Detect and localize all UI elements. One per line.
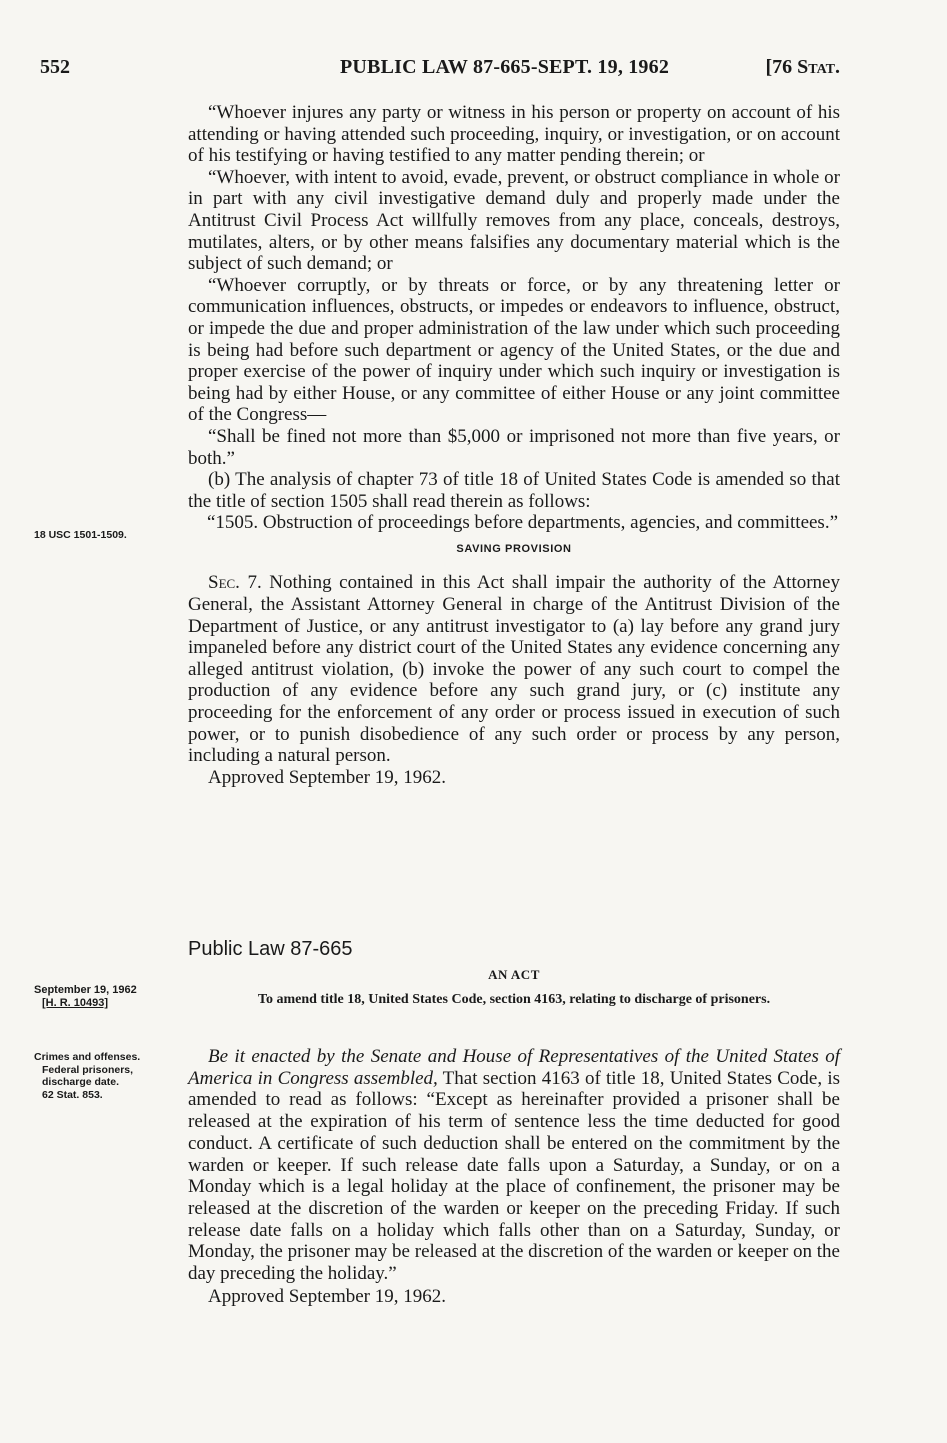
paragraph: “Shall be fined not more than $5,000 or imprisoned not more than five years, or both.” (188, 425, 840, 469)
act-title: To amend title 18, United States Code, section 4163, relating to discharge of prisoners. (257, 992, 771, 1007)
paragraph: “Whoever corruptly, or by threats or force, or by any threatening letter or communication influences, obstructs, or impedes or endeavors to influence, obstruct, or impede the due and proper administration of the law under which such proceeding is being had before such department or agency of the United States, or the due and proper exercise of the power of inquiry under which such inquiry or investigation is being had by either House, or any committee of either House or any joint committee of the Congress— (188, 274, 840, 426)
an-act-heading: AN ACT (488, 967, 540, 982)
approval-date: Approved September 19, 1962. (208, 766, 446, 788)
paragraph: (b) The analysis of chapter 73 of title 18 of United States Code is amended so that the title of section 1505 shall read therein as follows: (188, 469, 840, 512)
section-caption: SAVING PROVISION (456, 542, 572, 555)
margin-note-usc: 18 USC 1501-1509. (34, 529, 127, 541)
margin-note-date: September 19, 1962 [H. R. 10493] (34, 984, 137, 1009)
amended-title-entry: “1505. Obstruction of proceedings before departments, agencies, and committees.” (207, 512, 839, 534)
section-7-paragraph: Sec. 7. Nothing contained in this Act shall impair the authority of the Attorney General, the Assistant Attorney General in charge of the Antitrust Division of the Department of Justice, or any antitrust investigator to (a) lay before any grand jury impaneled before any district court of the United States any evidence concerning any alleged antitrust violation, (b) invoke the power of any such court to compel the production of any evidence before any such grand jury, or (c) institute any proceeding for the enforcement of any order or process issued in execution of such power, or to punish disobedience of any such order or process by any person, including a natural person. (188, 572, 840, 767)
paragraph: “Whoever injures any party or witness in his person or property on account of his attending or having attended such proceeding, inquiry, or investigation, or on account of his testifying or having testified to any matter pending therein; or (188, 102, 840, 167)
statute-volume: [76 Stat. (765, 56, 840, 78)
act-body (188, 1046, 840, 1307)
approval-date: Approved September 19, 1962. (208, 1285, 446, 1307)
page-number: 552 (40, 56, 70, 78)
running-title: PUBLIC LAW 87-665-SEPT. 19, 1962 (340, 56, 670, 78)
enacting-clause: Be it enacted by the Senate and House of Representatives of the United States of America in Congress assembled, (188, 1046, 840, 1089)
paragraph: “Whoever, with intent to avoid, evade, prevent, or obstruct compliance in whole or in part with any civil investigative demand duly and properly made under the Antitrust Civil Process Act willfully removes from any place, conceals, destroys, mutilates, alters, or by other means falsifies any documentary material which is the subject of such demand; or (188, 166, 840, 275)
section-label: Sec. (208, 572, 240, 594)
margin-note-subjects: Crimes and offenses. Federal prisoners, discharge date. 62 Stat. 853. (34, 1051, 141, 1101)
enacting-paragraph: Be it enacted by the Senate and House of Representatives of the United States of America in Congress assembled, That section 4163 of title 18, United States Code, is amended to read as follows: “Except as hereinafter provided a prisoner shall be released at the expiration of his term of sentence less the time deducted for good conduct. A certificate of such deduction shall be entered on the commitment by the warden or keeper. If such release date falls upon a Saturday, a Sunday, or on a Monday which is a legal holiday at the place of confinement, the prisoner may be released at the discretion of the warden or keeper on the preceding Friday. If such release date falls on a holiday which falls other than on a Saturday, Sunday, or Monday, the prisoner may be released at the discretion of the warden or keeper on the day preceding the holiday.” (188, 1046, 841, 1285)
page-header (40, 56, 840, 86)
section-text (188, 102, 840, 788)
public-law-heading: Public Law 87-665 (188, 938, 353, 960)
